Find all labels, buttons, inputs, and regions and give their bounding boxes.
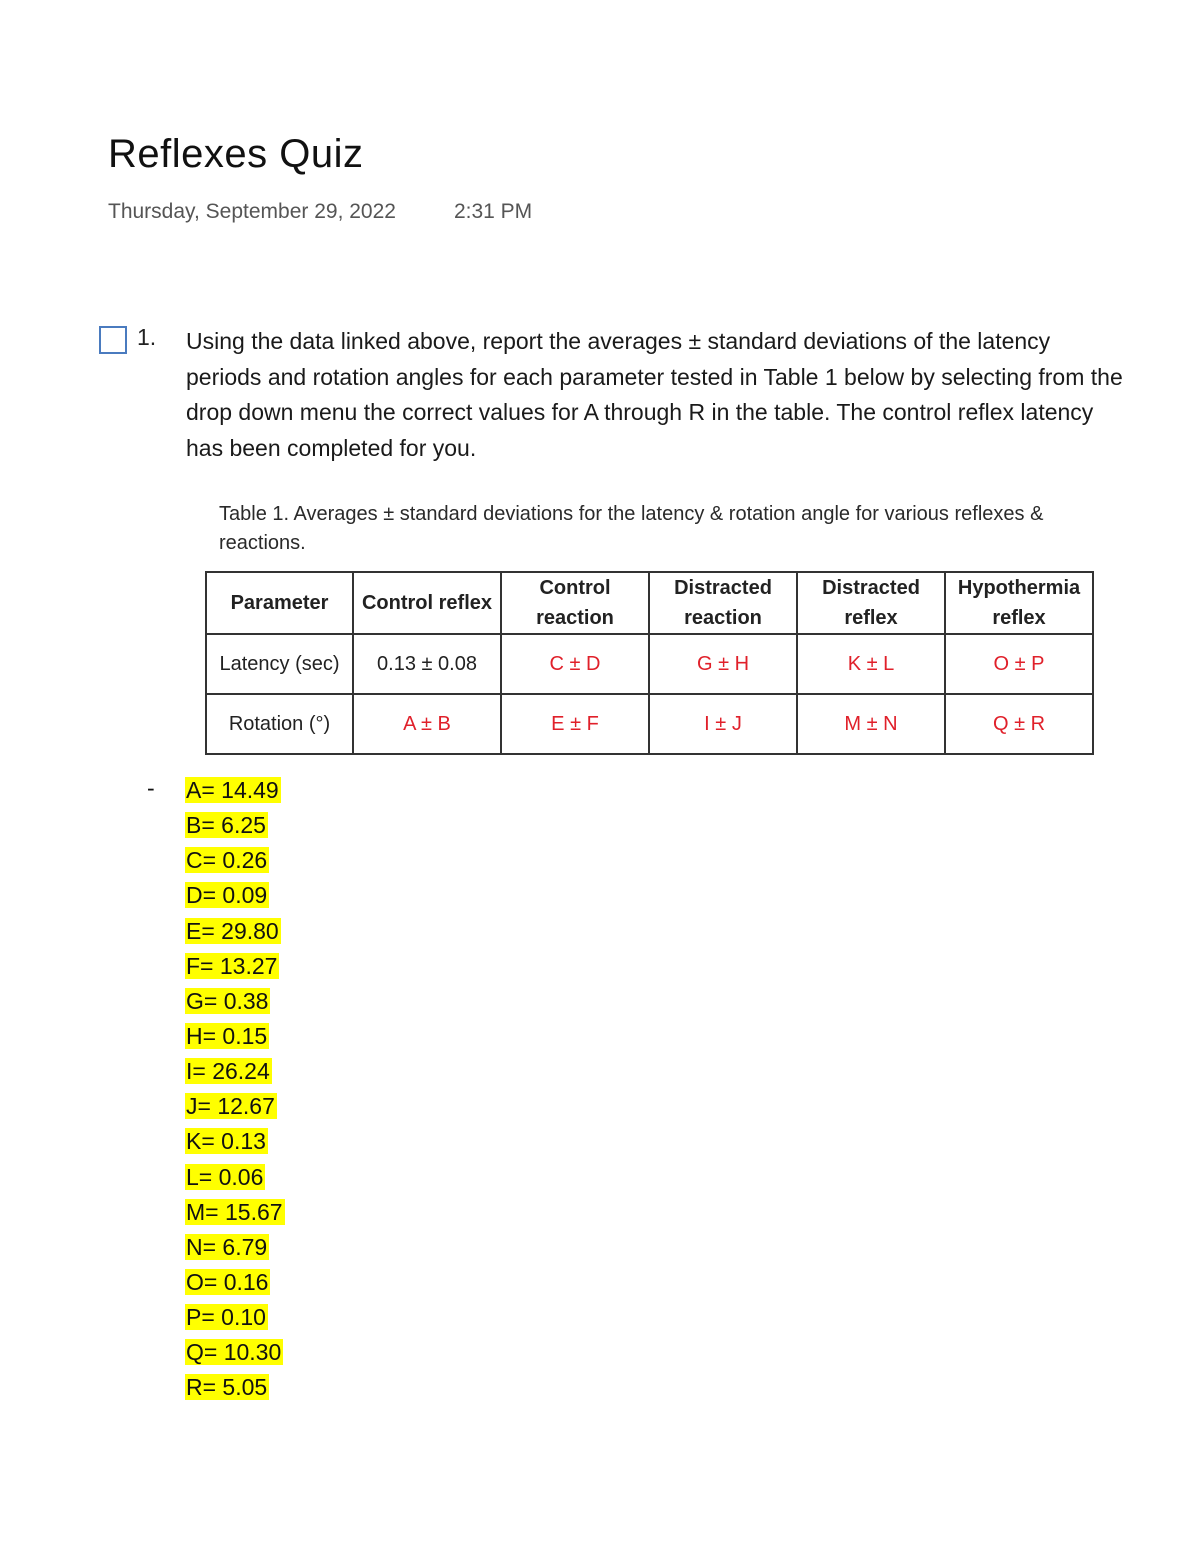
list-item bbox=[185, 1089, 285, 1124]
list-item bbox=[185, 808, 285, 843]
answer-text: J= 12.67 bbox=[186, 1093, 275, 1120]
header-distracted-reflex: Distracted reflex bbox=[797, 572, 945, 634]
answer-text: Q= 10.30 bbox=[186, 1339, 282, 1366]
table-row-latency bbox=[206, 634, 1093, 694]
page-meta bbox=[108, 200, 532, 224]
page-time: 2:31 PM bbox=[453, 200, 533, 223]
answer-text: I= 26.24 bbox=[186, 1058, 270, 1085]
answer-list bbox=[185, 773, 285, 1406]
answer-text: G= 0.38 bbox=[186, 987, 269, 1014]
table-cell: E ± F bbox=[501, 694, 649, 754]
header-parameter: Parameter bbox=[206, 572, 353, 634]
table-row-rotation bbox=[206, 694, 1093, 754]
list-item bbox=[185, 1335, 285, 1370]
answer-text: N= 6.79 bbox=[186, 1233, 268, 1260]
table-cell: G ± H bbox=[649, 634, 797, 694]
list-item bbox=[185, 1124, 285, 1159]
answer-text: E= 29.80 bbox=[186, 917, 279, 944]
answer-text: F= 13.27 bbox=[186, 952, 278, 979]
table-cell: K ± L bbox=[797, 634, 945, 694]
page-date: Thursday, September 29, 2022 bbox=[108, 200, 396, 223]
list-item bbox=[185, 914, 285, 949]
list-item bbox=[185, 1160, 285, 1195]
answer-text: K= 0.13 bbox=[186, 1128, 266, 1155]
question-number: 1. bbox=[137, 324, 157, 350]
list-item bbox=[185, 773, 285, 808]
list-item bbox=[185, 1195, 285, 1230]
header-distracted-reaction: Distracted reaction bbox=[649, 572, 797, 634]
list-bullet: - bbox=[147, 775, 155, 801]
list-item bbox=[185, 1265, 285, 1300]
row-label: Latency (sec) bbox=[206, 634, 353, 694]
answer-text: P= 0.10 bbox=[186, 1304, 266, 1331]
row-label: Rotation (°) bbox=[206, 694, 353, 754]
list-item bbox=[185, 984, 285, 1019]
table-cell: C ± D bbox=[501, 634, 649, 694]
list-item bbox=[185, 949, 285, 984]
header-control-reaction: Control reaction bbox=[501, 572, 649, 634]
answer-text: H= 0.15 bbox=[186, 1022, 268, 1049]
list-item bbox=[185, 878, 285, 913]
answer-text: M= 15.67 bbox=[186, 1198, 283, 1225]
results-table bbox=[205, 571, 1094, 755]
todo-checkbox[interactable] bbox=[99, 326, 127, 354]
table-cell: M ± N bbox=[797, 694, 945, 754]
list-item bbox=[185, 843, 285, 878]
table-cell: I ± J bbox=[649, 694, 797, 754]
table-cell: A ± B bbox=[353, 694, 501, 754]
table-caption: Table 1. Averages ± standard deviations for the latency & rotation angle for various reflexes & reactions. bbox=[219, 503, 1044, 554]
header-control-reflex: Control reflex bbox=[353, 572, 501, 634]
list-item bbox=[185, 1370, 285, 1405]
answer-text: C= 0.26 bbox=[186, 847, 268, 874]
list-item bbox=[185, 1054, 285, 1089]
answer-text: R= 5.05 bbox=[186, 1374, 268, 1401]
question-text: Using the data linked above, report the averages ± standard deviations of the latency periods and rotation angles for each parameter tested in Table 1 below by selecting from the drop down menu the correct values for A through R in the table. The control reflex latency has been completed for you. bbox=[186, 328, 1123, 461]
answer-text: B= 6.25 bbox=[186, 812, 266, 839]
header-hypothermia-reflex: Hypothermia reflex bbox=[945, 572, 1093, 634]
page-title: Reflexes Quiz bbox=[108, 132, 364, 176]
answer-text: L= 0.06 bbox=[186, 1163, 264, 1190]
list-item bbox=[185, 1019, 285, 1054]
list-item bbox=[185, 1300, 285, 1335]
list-item bbox=[185, 1230, 285, 1265]
answer-text: O= 0.16 bbox=[186, 1268, 269, 1295]
answer-text: A= 14.49 bbox=[186, 777, 279, 803]
table-header-row bbox=[206, 572, 1093, 634]
answer-text: D= 0.09 bbox=[186, 882, 268, 909]
table-cell: O ± P bbox=[945, 634, 1093, 694]
table-cell: 0.13 ± 0.08 bbox=[353, 634, 501, 694]
table-cell: Q ± R bbox=[945, 694, 1093, 754]
